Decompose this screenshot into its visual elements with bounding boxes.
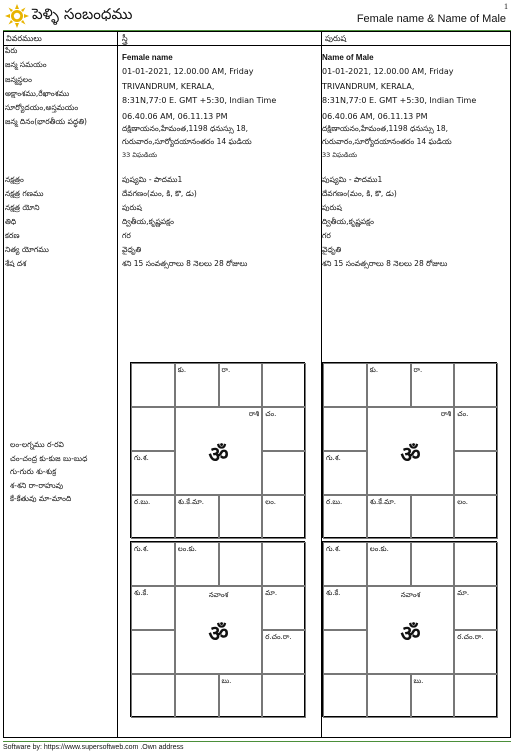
page-subtitle: Female name & Name of Male bbox=[356, 13, 506, 25]
header-row-divider bbox=[4, 45, 510, 46]
chart-cell-text: ర.చం.రా. bbox=[265, 633, 292, 641]
male-bday-3: 33 విఘడియ bbox=[322, 151, 358, 159]
chart-cell-text: గు.శ. bbox=[326, 454, 341, 462]
female-place: TRIVANDRUM, KERALA, bbox=[122, 82, 215, 91]
label-dasa: శేష దశ bbox=[5, 259, 27, 268]
label-karana: కరణ bbox=[5, 231, 20, 240]
male-datetime: 01-01-2021, 12.00.00 AM, Friday bbox=[322, 67, 454, 76]
label-yoga: నిత్య యోగము bbox=[5, 245, 49, 254]
chart-cell-text: శు.కే. bbox=[134, 589, 149, 597]
chart-cell-text: ర.బు. bbox=[326, 498, 343, 506]
female-bday-2: గురువారం,సూర్యోదయానంతరం 14 ఘడియ bbox=[122, 137, 252, 146]
om-icon: ॐ bbox=[400, 622, 421, 647]
male-karana: గర bbox=[322, 231, 331, 240]
om-icon: ॐ bbox=[400, 443, 421, 468]
female-nakshatra: పుష్యమి - పాదము1 bbox=[122, 175, 183, 184]
chart-title: రాశి bbox=[440, 410, 452, 418]
female-dasa: శని 15 సంవత్సరాలు 8 నెలలు 28 రోజులు bbox=[122, 259, 248, 268]
chart-title: నవాంశ bbox=[400, 591, 421, 599]
legend-line: గు-గురు శు-శుక్ర bbox=[10, 467, 57, 477]
chart-cell-text: ర.చం.రా. bbox=[457, 633, 484, 641]
chart-cell-text: కు. bbox=[177, 366, 187, 374]
label-gana: నక్షత్ర గణము bbox=[5, 189, 44, 198]
chart-cell-text: ర.బు. bbox=[134, 498, 151, 506]
male-place: TRIVANDRUM, KERALA, bbox=[322, 82, 415, 91]
male-name: Name of Male bbox=[322, 53, 374, 62]
planet-abbreviation-legend bbox=[10, 438, 87, 506]
chart-cell-text: కు. bbox=[369, 366, 379, 374]
chart-center bbox=[367, 586, 455, 674]
female-navamsa-chart bbox=[130, 541, 305, 717]
male-bday-2: గురువారం,సూర్యోదయానంతరం 14 ఘడియ bbox=[322, 137, 452, 146]
male-gana: దేవగణం(మం, కి, కొ, డు) bbox=[322, 189, 397, 198]
label-indian-birthday: జన్మ దినం(భారతీయ పద్ధతి) bbox=[5, 117, 87, 126]
footer-divider bbox=[3, 741, 511, 742]
sun-logo-icon bbox=[5, 4, 29, 28]
female-yoga: వైధృతి bbox=[122, 245, 142, 254]
column-header-male: పురుష bbox=[325, 34, 347, 43]
female-rasi-chart bbox=[130, 362, 305, 538]
female-bday-3: 33 విఘడియ bbox=[122, 151, 158, 159]
page-number: 1 bbox=[504, 2, 508, 11]
chart-cell-text: శు.కే. bbox=[326, 589, 341, 597]
chart-cell-text: గు.శ. bbox=[326, 545, 341, 553]
male-bday-1: దక్షిణాయనం,హేమంత,1198 ధనుస్సు 18, bbox=[322, 124, 449, 133]
male-nakshatra: పుష్యమి - పాదము1 bbox=[322, 175, 383, 184]
footer-text: Software by: https://www.supersoftweb.com .Own address bbox=[3, 744, 184, 751]
om-icon: ॐ bbox=[208, 443, 229, 468]
female-sunrise: 06.40.06 AM, 06.11.13 PM bbox=[122, 112, 228, 121]
label-name: పేరు bbox=[5, 46, 18, 55]
chart-cell-text: గు.శ. bbox=[134, 454, 149, 462]
chart-cell-text: బు. bbox=[413, 677, 424, 685]
label-birth-place: జన్మస్థలం bbox=[5, 75, 32, 84]
male-yoga: వైధృతి bbox=[322, 245, 342, 254]
male-tithi: ద్వితీయ,కృష్ణపక్షం bbox=[322, 217, 374, 226]
column-header-female: స్త్రీ bbox=[122, 34, 128, 43]
female-datetime: 01-01-2021, 12.00.00 AM, Friday bbox=[122, 67, 254, 76]
label-lat-long: అక్షాంశము,రేఖాంశము bbox=[5, 89, 70, 98]
chart-cell-text: లం. bbox=[457, 498, 468, 506]
legend-line: కే-కేతువు మా-మాంది bbox=[10, 494, 72, 504]
chart-cell-text: రా. bbox=[221, 366, 231, 374]
chart-center bbox=[175, 586, 263, 674]
female-gana: దేవగణం(మం, కి, కొ, డు) bbox=[122, 189, 197, 198]
legend-line: లం-లగ్నము ర-రవి bbox=[10, 440, 64, 449]
male-sunrise: 06.40.06 AM, 06.11.13 PM bbox=[322, 112, 428, 121]
column-divider bbox=[117, 32, 118, 737]
chart-center bbox=[175, 407, 263, 495]
chart-center bbox=[367, 407, 455, 495]
legend-line: చం-చంద్ర కు-కుజ బు-బుధ bbox=[10, 453, 88, 463]
label-yoni: నక్షత్ర యోని bbox=[5, 203, 40, 212]
page-title: పెళ్ళి సంబంధము bbox=[32, 5, 133, 23]
male-rasi-chart bbox=[322, 362, 497, 538]
male-dasa: శని 15 సంవత్సరాలు 8 నెలలు 28 రోజులు bbox=[322, 259, 448, 268]
chart-cell-text: రా. bbox=[413, 366, 423, 374]
chart-cell-text: చం. bbox=[265, 410, 277, 418]
chart-cell-text: బు. bbox=[221, 677, 232, 685]
chart-title: నవాంశ bbox=[208, 591, 229, 599]
chart-cell-text: శు.కే.మా. bbox=[177, 498, 205, 506]
male-navamsa-chart bbox=[322, 541, 497, 717]
female-yoni: పురుష bbox=[122, 203, 142, 212]
column-header-details: వివరములు bbox=[6, 34, 42, 43]
label-tithi: తిధి bbox=[5, 217, 17, 226]
chart-title: రాశి bbox=[248, 410, 260, 418]
chart-cell-text: లం. bbox=[265, 498, 276, 506]
label-nakshatra: నక్షత్రం bbox=[5, 175, 24, 184]
chart-cell-text: శు.కే.మా. bbox=[369, 498, 397, 506]
label-sunrise-sunset: సూర్యోదయం,అస్తమయం bbox=[5, 103, 79, 112]
chart-cell-text: మా. bbox=[457, 589, 470, 597]
chart-cell-text: మా. bbox=[265, 589, 278, 597]
female-bday-1: దక్షిణాయనం,హేమంత,1198 ధనుస్సు 18, bbox=[122, 124, 249, 133]
female-karana: గర bbox=[122, 231, 131, 240]
chart-cell-text: చం. bbox=[457, 410, 469, 418]
chart-cell-text: లం.కు. bbox=[369, 545, 389, 553]
om-icon: ॐ bbox=[208, 622, 229, 647]
female-tithi: ద్వితీయ,కృష్ణపక్షం bbox=[122, 217, 174, 226]
female-name: Female name bbox=[122, 53, 173, 62]
legend-line: శ-శని రా-రాహువు bbox=[10, 480, 64, 490]
male-coords: 8:31N,77:0 E. GMT +5:30, Indian Time bbox=[322, 96, 477, 105]
label-birth-time: జన్మ సమయం bbox=[5, 60, 47, 69]
chart-cell-text: లం.కు. bbox=[177, 545, 197, 553]
chart-cell-text: గు.శ. bbox=[134, 545, 149, 553]
male-yoni: పురుష bbox=[322, 203, 342, 212]
female-coords: 8:31N,77:0 E. GMT +5:30, Indian Time bbox=[122, 96, 277, 105]
